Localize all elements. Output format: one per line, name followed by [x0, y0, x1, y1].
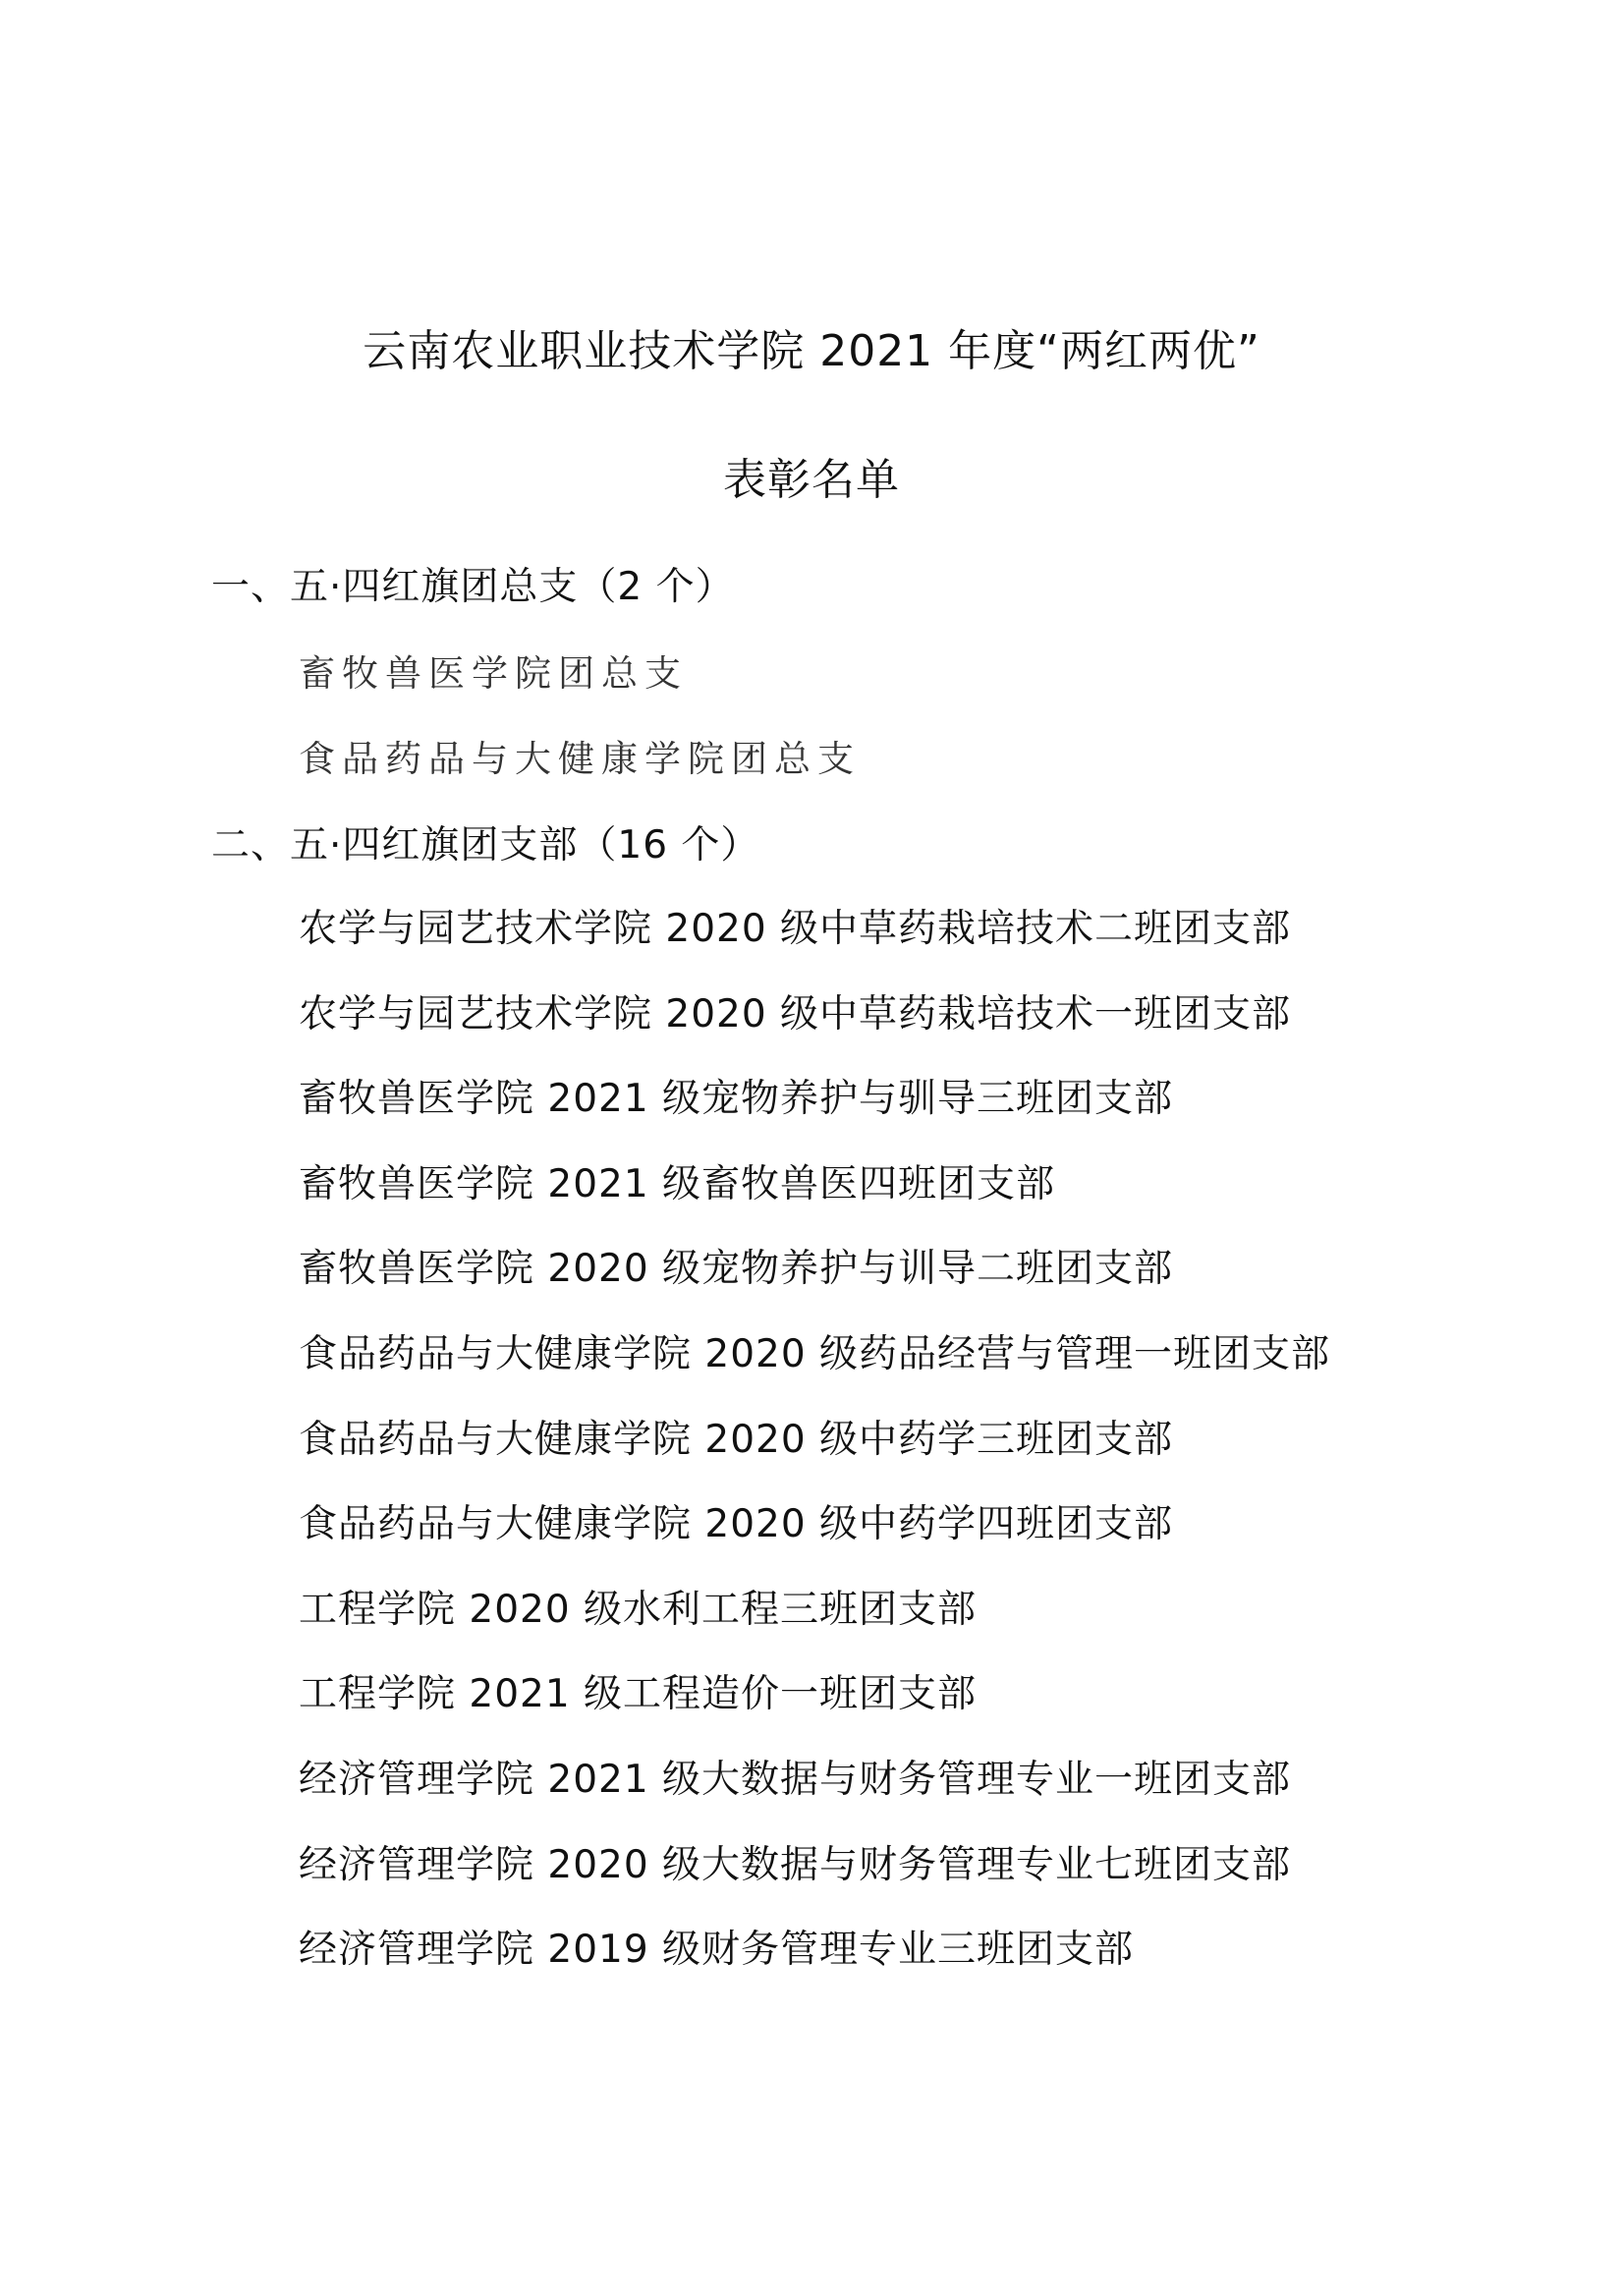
list-item: 食品药品与大健康学院团总支 [299, 737, 861, 780]
list-item: 工程学院 2020 级水利工程三班团支部 [299, 1587, 978, 1632]
list-item: 经济管理学院 2019 级财务管理专业三班团支部 [299, 1928, 1135, 1973]
list-item: 食品药品与大健康学院 2020 级中药学四班团支部 [299, 1502, 1174, 1547]
list-item: 食品药品与大健康学院 2020 级药品经营与管理一班团支部 [299, 1331, 1331, 1376]
section-list-red-flag-league-branch [299, 887, 1330, 1993]
document-subtitle: 表彰名单 [723, 455, 900, 505]
list-item: 畜牧兽医学院 2021 级畜牧兽医四班团支部 [299, 1161, 1056, 1206]
list-item: 畜牧兽医学院 2021 级宠物养护与驯导三班团支部 [299, 1077, 1174, 1122]
list-item: 经济管理学院 2021 级大数据与财务管理专业一班团支部 [299, 1757, 1292, 1802]
list-item: 农学与园艺技术学院 2020 级中草药栽培技术二班团支部 [299, 907, 1292, 951]
list-item: 畜牧兽医学院团总支 [299, 652, 688, 695]
section-heading-red-flag-league-branch: 二、五·四红旗团支部（16 个） [211, 823, 760, 868]
section-list-red-flag-branch [299, 632, 861, 802]
list-item: 农学与园艺技术学院 2020 级中草药栽培技术一班团支部 [299, 991, 1292, 1036]
list-item: 工程学院 2021 级工程造价一班团支部 [299, 1672, 978, 1717]
document-title: 云南农业职业技术学院 2021 年度“两红两优” [363, 326, 1260, 376]
list-item: 畜牧兽医学院 2020 级宠物养护与训导二班团支部 [299, 1247, 1174, 1292]
list-item: 食品药品与大健康学院 2020 级中药学三班团支部 [299, 1417, 1174, 1462]
list-item: 经济管理学院 2020 级大数据与财务管理专业七班团支部 [299, 1842, 1292, 1887]
section-heading-red-flag-branch: 一、五·四红旗团总支（2 个） [211, 565, 735, 609]
